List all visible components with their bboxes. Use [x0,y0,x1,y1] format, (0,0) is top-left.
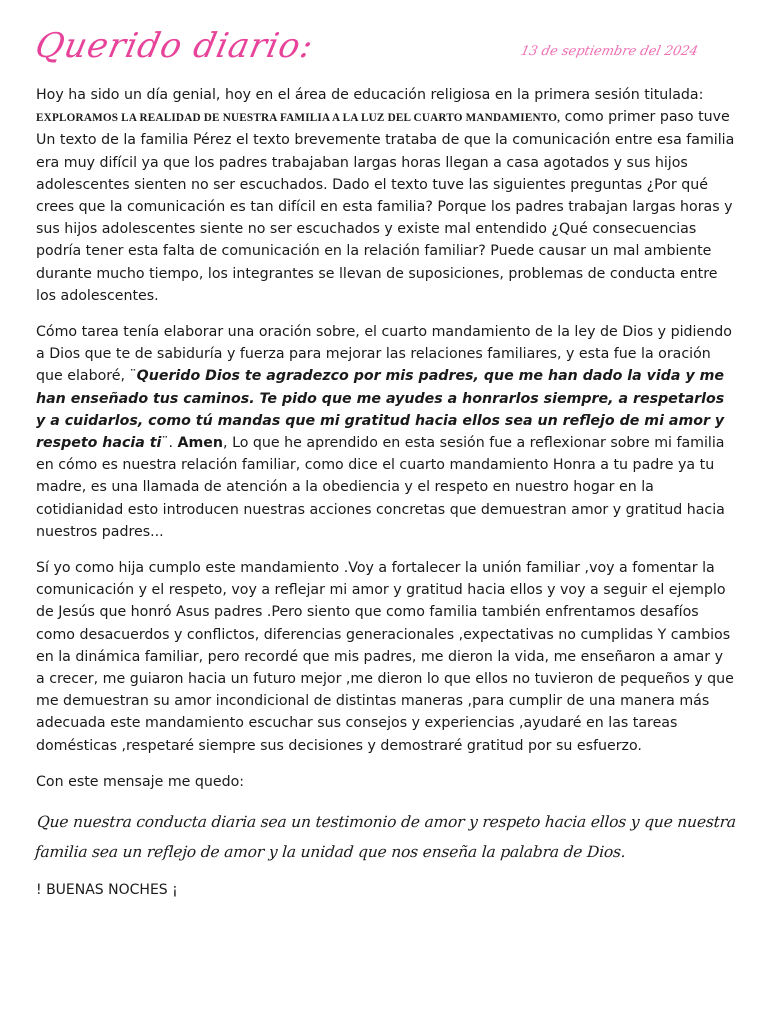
closing-quote: Que nuestra conducta diaria sea un testimonio de amor y respeto hacia ellos y que nuestra familia sea un reflejo de amor y la unidad que nos enseña la palabra de Dios. [34,813,737,862]
amen-word: Amen [177,435,224,452]
paragraph-text: Hoy ha sido un día genial, hoy en el área de educación religiosa en la primera sesión titulada: [36,87,704,103]
paragraph-prayer [36,321,736,543]
paragraph-commitment: Sí yo como hija cumplo este mandamiento .Voy a fortalecer la unión familiar ,voy a fomentar la comunicación y el respeto, voy a reflejar mi amor y gratitud hacia ellos y voy a seguir el ejemplo de Jesús que honró Asus padres .Pero siento que como familia también enfrentamos desafíos como desacuerdos y conflictos, diferencias generacionales ,expectativas no cumplidas Y cambios en la dinámica familiar, pero recordé que mis padres, me dieron la vida, me enseñaron a amar y a crecer, me guiaron hacia un futuro mejor ,me dieron lo que ellos no tuvieron de pequeños y que me demuestran su amor incondicional de distintas maneras ,para cumplir de una manera más adecuada este mandamiento escuchar sus consejos y experiencias ,ayudaré en las tareas domésticas ,respetaré siempre sus decisiones y demostraré gratitud por su esfuerzo. [36,560,734,754]
paragraph-text: , Lo que he aprendido en esta sesión fue a reflexionar sobre mi familia en cómo es nuestra relación familiar, como dice el cuarto mandamiento Honra a tu padre ya tu madre, es una llamada de atención a la obediencia y el respeto en nuestro hogar en la cotidianidad esto introducen nuestras acciones concretas que demuestran amor y gratitud hacia nuestros padres... [36,435,725,540]
diary-header [31,26,736,84]
diary-title: Querido diario: [31,26,318,66]
session-title: EXPLORAMOS LA REALIDAD DE NUESTRA FAMILIA A LA LUZ DEL CUARTO MANDAMIENTO, [36,112,561,125]
paragraph-message-intro: Con este mensaje me quedo: [36,773,245,790]
prayer-text: Querido Dios te agradezco por mis padres, que me han dado la vida y me han enseñado tus caminos. Te pido que me ayudes a honrarlos siempre, a respetarlos y a cuidarlos, como tú mandas que mi gratitud hacia ellos sea un reflejo de mi amor y respeto hacia ti [36,368,725,452]
paragraph-text: Cómo tarea tenía elaborar una oración sobre, el cuarto mandamiento de la ley de Dios y pidiendo a Dios que te de sabiduría y fuerza para mejorar las relaciones familiares, y esta fue la oración que elaboré, ¨ [36,324,732,385]
quote-mark: ¨. [161,435,174,452]
paragraph-text: como primer paso tuve Un texto de la familia Pérez el texto brevemente trataba de que la comunicación entre esa familia era muy difícil ya que los padres trabajaban largas horas llegan a casa agotados y sus hijos adolescentes sienten no ser escuchados. Dado el texto tuve las siguientes preguntas ¿Por qué crees que la comunicación es tan difícil en esta familia? Porque los padres trabajan largas horas y sus hijos adolescentes siente no ser escuchados y existe mal entendido ¿Qué consecuencias podría tener esta falta de comunicación en la relación familiar? Puede causar un mal ambiente durante mucho tiempo, los integrantes se llevan de suposiciones, problemas de conducta entre los adolescentes. [36,109,735,304]
good-night-text: ! BUENAS NOCHES ¡ [36,882,178,899]
diary-date: 13 de septiembre del 2024 [519,44,700,59]
diary-page [31,26,737,915]
paragraph-session [36,84,736,307]
